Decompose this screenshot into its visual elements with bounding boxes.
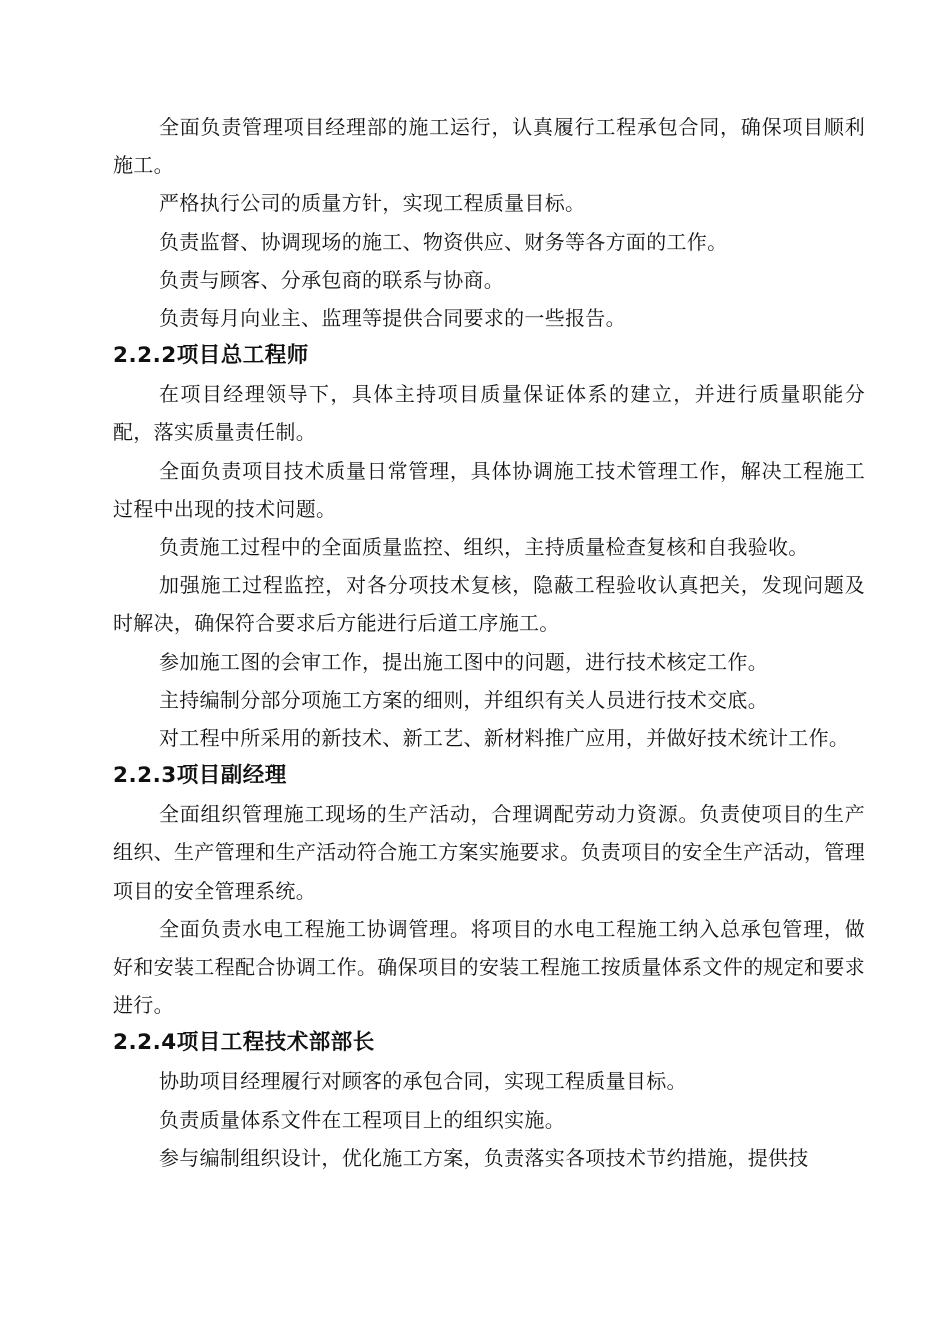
paragraph: 全面负责管理项目经理部的施工运行，认真履行工程承包合同，确保项目顺利施工。 [113, 115, 865, 178]
paragraph: 对工程中所采用的新技术、新工艺、新材料推广应用，并做好技术统计工作。 [159, 726, 850, 751]
paragraph: 全面负责项目技术质量日常管理，具体协调施工技术管理工作，解决工程施工过程中出现的技术问题。 [113, 458, 865, 521]
paragraph: 在项目经理领导下，具体主持项目质量保证体系的建立，并进行质量职能分配，落实质量责任制。 [113, 382, 865, 445]
paragraph: 加强施工过程监控，对各分项技术复核，隐蔽工程验收认真把关，发现问题及时解决，确保符合要求后方能进行后道工序施工。 [113, 573, 865, 636]
paragraph: 协助项目经理履行对顾客的承包合同，实现工程质量目标。 [159, 1069, 687, 1094]
section-heading: 2.2.2项目总工程师 [113, 343, 309, 369]
paragraph: 参加施工图的会审工作，提出施工图中的问题，进行技术核定工作。 [159, 649, 768, 674]
document-body [113, 108, 865, 1177]
section-deputy-manager [113, 757, 865, 1024]
paragraph: 全面组织管理施工现场的生产活动，合理调配劳动力资源。负责使项目的生产组织、生产管理和生产活动符合施工方案实施要求。负责项目的安全生产活动，管理项目的安全管理系统。 [113, 802, 865, 903]
paragraph: 全面负责水电工程施工协调管理。将项目的水电工程施工纳入总承包管理，做好和安装工程配合协调工作。确保项目的安装工程施工按质量体系文件的规定和要求进行。 [113, 916, 865, 1018]
section-chief-engineer [113, 337, 865, 757]
section-heading: 2.2.3项目副经理 [113, 763, 287, 789]
paragraph: 负责监督、协调现场的施工、物资供应、财务等各方面的工作。 [159, 229, 728, 254]
paragraph: 主持编制分部分项施工方案的细则，并组织有关人员进行技术交底。 [159, 687, 768, 712]
intro-section [113, 108, 865, 337]
paragraph: 负责施工过程中的全面质量监控、组织，主持质量检查复核和自我验收。 [159, 535, 809, 560]
section-technical-director [113, 1024, 865, 1177]
paragraph: 负责与顾客、分承包商的联系与协商。 [159, 267, 505, 292]
paragraph: 严格执行公司的质量方针，实现工程质量目标。 [159, 191, 586, 216]
paragraph: 参与编制组织设计，优化施工方案，负责落实各项技术节约措施，提供技 [159, 1145, 809, 1170]
paragraph: 负责质量体系文件在工程项目上的组织实施。 [159, 1107, 565, 1132]
paragraph: 负责每月向业主、监理等提供合同要求的一些报告。 [159, 306, 626, 331]
section-heading: 2.2.4项目工程技术部部长 [113, 1030, 375, 1056]
